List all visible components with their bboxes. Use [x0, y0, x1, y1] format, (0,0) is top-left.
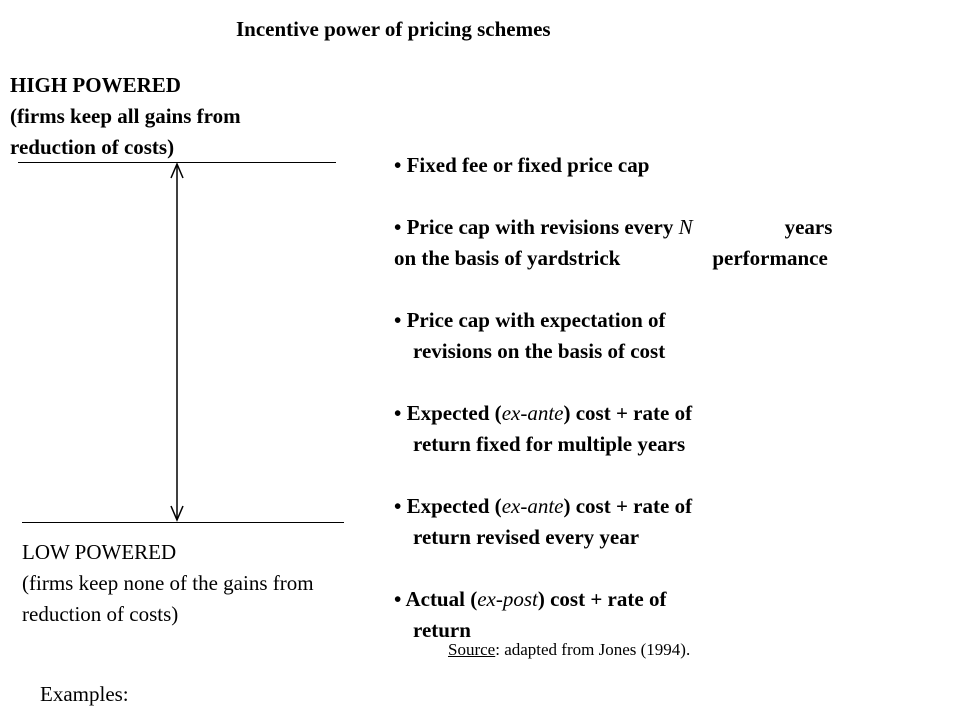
source-text: : adapted from Jones (1994).	[495, 640, 691, 659]
scheme-text: on the basis of yardstrick	[394, 246, 621, 270]
scheme-item-ex-ante-fixed	[394, 398, 832, 460]
scheme-text: Price cap with revisions every	[406, 215, 679, 239]
scheme-item-price-cap-cost	[394, 305, 832, 367]
page-title: Incentive power of pricing schemes	[236, 17, 551, 41]
scheme-item-ex-post	[394, 584, 832, 646]
source-label: Source	[448, 640, 496, 659]
scheme-text: return revised every year	[413, 525, 640, 549]
scheme-text: Price cap with expectation of	[406, 308, 666, 332]
scheme-text: ) cost + rate of	[563, 401, 693, 425]
scheme-text: Fixed fee or fixed price cap	[406, 153, 650, 177]
scheme-text: Expected (	[406, 494, 502, 518]
high-powered-heading: HIGH POWERED	[10, 73, 181, 97]
scheme-italic: ex-ante	[501, 401, 564, 425]
scheme-text: return fixed for multiple years	[413, 432, 686, 456]
scheme-italic: ex-post	[477, 587, 538, 611]
high-powered-desc-1: (firms keep all gains from	[10, 104, 241, 128]
source-note	[448, 640, 690, 660]
double-arrow-icon	[165, 160, 189, 526]
high-powered-desc-2: reduction of costs)	[10, 135, 175, 159]
low-powered-label	[22, 537, 314, 630]
bullet: •	[394, 401, 407, 425]
scheme-text: years	[784, 215, 833, 239]
bullet: •	[394, 308, 407, 332]
scheme-item-fixed-fee	[394, 150, 832, 181]
low-powered-desc-1: (firms keep none of the gains from	[22, 571, 314, 595]
scheme-italic: ex-ante	[501, 494, 564, 518]
scheme-text: revisions on the basis of cost	[413, 339, 666, 363]
scheme-list	[394, 150, 832, 677]
examples-label: Examples:	[40, 682, 129, 706]
scheme-text: return	[413, 618, 471, 642]
scheme-item-price-cap-yardstick	[394, 212, 832, 274]
scheme-item-ex-ante-revised	[394, 491, 832, 553]
variable-n: N	[678, 215, 693, 239]
high-powered-label	[10, 70, 241, 163]
scheme-text: performance	[712, 246, 828, 270]
bullet: •	[394, 153, 407, 177]
low-powered-desc-2: reduction of costs)	[22, 602, 179, 626]
scheme-text: Actual (	[405, 587, 478, 611]
bullet: •	[394, 215, 407, 239]
low-powered-heading: LOW POWERED	[22, 540, 177, 564]
bullet: •	[394, 587, 406, 611]
scheme-text: ) cost + rate of	[537, 587, 667, 611]
bullet: •	[394, 494, 407, 518]
scheme-text: Expected (	[406, 401, 502, 425]
scheme-text: ) cost + rate of	[563, 494, 693, 518]
